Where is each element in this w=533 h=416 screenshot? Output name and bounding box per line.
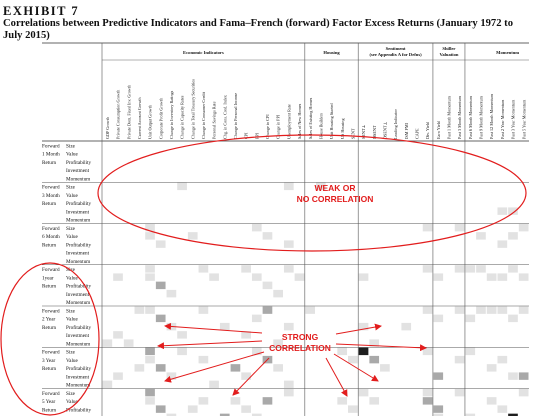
factor-label: Momentum <box>66 300 91 307</box>
arrow-7 <box>334 354 378 381</box>
column-label: Unit Output Growth <box>147 105 153 139</box>
arrow-2 <box>158 341 262 346</box>
arrow-3 <box>165 352 264 381</box>
row-group-label: 2 Year <box>42 316 56 323</box>
row-group-label: 1year <box>42 275 54 282</box>
row-group-label: 6 Month <box>42 234 60 241</box>
factor-label: Profitability <box>66 159 92 166</box>
column-label: US Housing <box>339 118 345 139</box>
weak-correlation-annotation <box>270 183 400 205</box>
column-label: House Builders <box>318 113 324 139</box>
column-label: Past 5 Year Momentum <box>521 99 527 139</box>
factor-label: Investment <box>66 291 90 298</box>
column-label: Unit Housing Started <box>329 103 335 139</box>
row-group-label: Forward <box>42 390 60 397</box>
column-group-label: (see Appendix A for Defns) <box>369 52 422 57</box>
factor-label: Investment <box>66 374 90 381</box>
strong-line-2: CORRELATION <box>269 343 331 353</box>
column-label: CAPE <box>414 128 420 139</box>
row-group-label: Return <box>42 324 57 331</box>
row-group-label: Forward <box>42 225 60 232</box>
factor-label: Size <box>66 390 75 397</box>
factor-label: Momentum <box>66 176 91 183</box>
column-group-label: Shiller <box>442 46 456 51</box>
row-group-label: Return <box>42 201 57 208</box>
column-label: Change in CPI <box>265 114 271 139</box>
column-label: DSENT <box>371 125 377 139</box>
row-group-label: Return <box>42 283 57 290</box>
factor-label: Size <box>66 225 75 232</box>
column-label: CPI <box>243 132 249 139</box>
exhibit-title: Correlations between Predictive Indicators and Fama–French (forward) Factor Excess Returns (January 1972 to July 2015) <box>3 18 513 41</box>
row-group-label: Forward <box>42 308 60 315</box>
column-label: Past 9 Month Momentum <box>478 96 484 139</box>
factor-label: Value <box>66 151 78 158</box>
factor-label: Profitability <box>66 407 92 414</box>
column-label: Sales of Existing Homes <box>307 97 313 139</box>
weak-line-1: WEAK OR <box>314 183 356 193</box>
row-group-label: 3 Month <box>42 192 60 199</box>
strong-line-1: STRONG <box>281 332 319 342</box>
factor-label: Investment <box>66 333 90 340</box>
factor-label: Momentum <box>66 258 91 265</box>
column-label: Private Consumption Growth <box>115 89 121 139</box>
factor-label: Momentum <box>66 341 91 348</box>
column-label: Div. Yield <box>425 121 431 139</box>
factor-label: Profitability <box>66 242 92 249</box>
factor-label: Profitability <box>66 283 92 290</box>
column-label: Past 3 Year Momentum <box>510 99 516 139</box>
column-label: Unemployment Rate <box>286 104 292 139</box>
exhibit-label: EXHIBIT 7 <box>3 4 80 18</box>
factor-label: Value <box>66 192 78 199</box>
column-label: ISM PMI <box>403 123 409 139</box>
column-label: PPI <box>254 132 260 139</box>
column-label: Change in Consumer Credit <box>201 92 207 139</box>
factor-label: Size <box>66 184 75 191</box>
column-label: GDP Growth <box>104 116 110 139</box>
row-group-label: Forward <box>42 143 60 150</box>
column-label: Chg. in Cons. Cred. Index <box>222 95 228 139</box>
column-group-label: Valuation <box>439 52 459 57</box>
row-group-label: Forward <box>42 349 60 356</box>
column-label: Change in Total Treasury Securities <box>190 79 196 139</box>
column-label: Sales of New Homes <box>297 103 303 139</box>
row-group-label: Return <box>42 407 57 414</box>
row-group-label: 5 Year <box>42 399 56 406</box>
factor-label: Momentum <box>66 382 91 389</box>
column-label: SENT⊥ <box>361 124 367 139</box>
column-label: Past 6 Month Momentum <box>467 96 473 139</box>
weak-line-2: NO CORRELATION <box>296 194 374 204</box>
column-label: Current Account Growth <box>136 97 142 139</box>
column-label: Earn Yield <box>435 121 441 139</box>
factor-label: Profitability <box>66 201 92 208</box>
column-label: Past 12 Month Momentum <box>489 93 495 139</box>
column-group-label: Economic Indicators <box>183 50 224 55</box>
column-label: DSENT⊥ <box>382 121 388 139</box>
column-label: Change in Inventory Ratings <box>168 90 174 139</box>
column-label: Past 3 Month Momentum <box>457 96 463 139</box>
factor-label: Profitability <box>66 366 92 373</box>
factor-label: Investment <box>66 209 90 216</box>
factor-label: Investment <box>66 168 90 175</box>
column-label: Change in Personal Income <box>233 92 239 139</box>
strong-correlation-annotation <box>248 332 352 354</box>
forward-long-horizon-ellipse <box>1 263 99 415</box>
factor-label: Investment <box>66 250 90 257</box>
factor-label: Value <box>66 234 78 241</box>
column-label: Corporate Profit Growth <box>158 97 164 139</box>
factor-label: Profitability <box>66 324 92 331</box>
row-group-label: Return <box>42 366 57 373</box>
factor-label: Value <box>66 399 78 406</box>
factor-label: Size <box>66 308 75 315</box>
column-label: Leading Indicator <box>393 109 399 139</box>
column-label: Change in Capacity Rates <box>179 95 185 139</box>
column-label: Personal Savings Rate <box>211 101 217 139</box>
row-group-label: Forward <box>42 184 60 191</box>
column-group-label: Sentiment <box>385 46 406 51</box>
row-group-label: Return <box>42 159 57 166</box>
row-group-label: 3 Year <box>42 357 56 364</box>
column-label: Change in PPI <box>275 114 281 139</box>
arrow-4 <box>233 358 269 395</box>
factor-label: Value <box>66 275 78 282</box>
column-label: Past 2 Year Momentum <box>499 99 505 139</box>
factor-label: Value <box>66 357 78 364</box>
factor-label: Size <box>66 349 75 356</box>
column-label: Private Dom. Fixed Inv. Growth <box>126 84 132 139</box>
row-group-label: Return <box>42 242 57 249</box>
column-label: SENT <box>350 128 356 139</box>
factor-label: Value <box>66 316 78 323</box>
row-group-label: Forward <box>42 267 60 274</box>
arrow-8 <box>326 358 347 396</box>
column-label: Past 1 Month Momentum <box>446 96 452 139</box>
row-group-label: 1 Month <box>42 151 60 158</box>
factor-label: Size <box>66 143 75 150</box>
factor-label: Size <box>66 267 75 274</box>
column-group-label: Momentum <box>496 50 520 55</box>
column-group-label: Housing <box>323 50 340 55</box>
factor-label: Momentum <box>66 217 91 224</box>
